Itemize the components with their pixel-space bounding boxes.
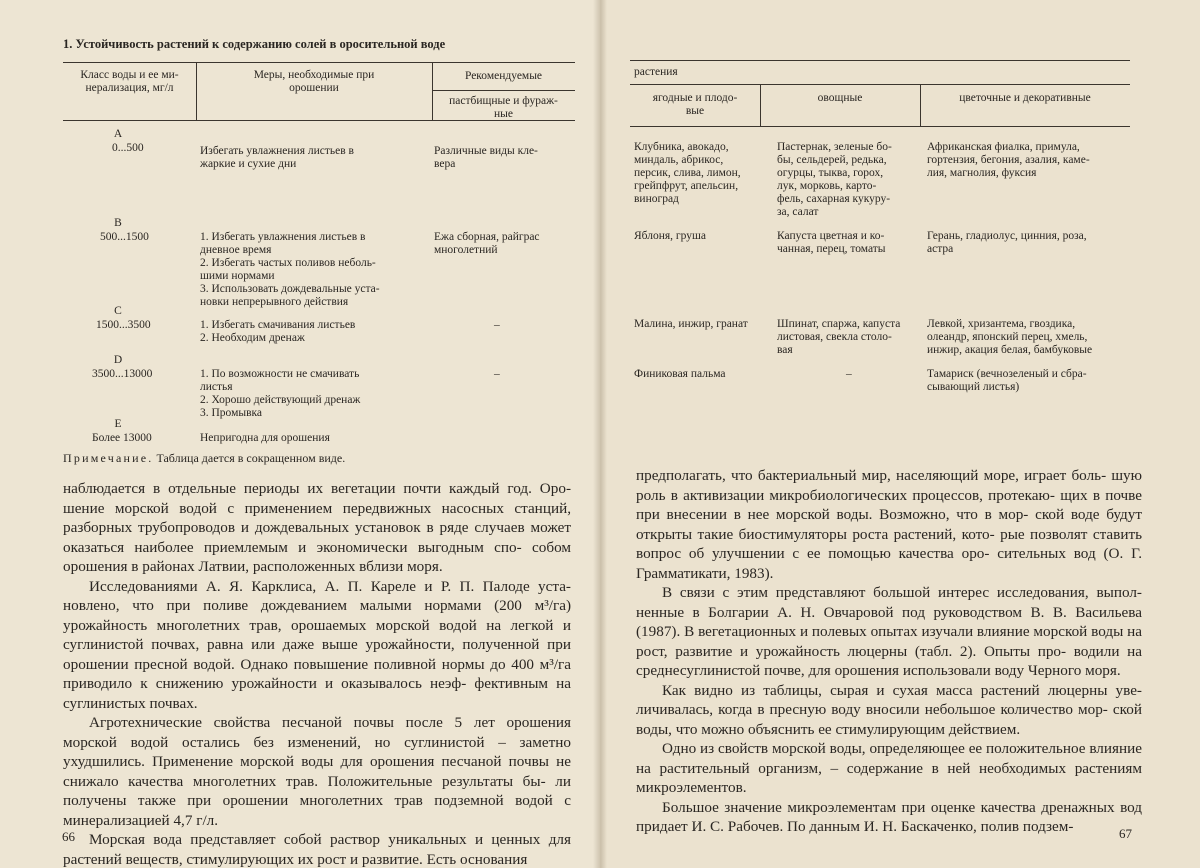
header-vegetable: овощные [817,92,863,104]
flower-row-2: Герань, гладиолус, цинния, роза, астра [927,230,1087,255]
page-number-right: 67 [1119,826,1132,841]
class-letter-c: C [114,305,122,317]
paragraph: Как видно из таблицы, сырая и сухая масса растений люцерны уве- личивалась, когда в пресную воду вносили небольшое количество мор- ской воды, что можно объяснить ее стимулирующим действием. [636,681,1142,738]
header-flower: цветочные и декоративные [959,92,1091,104]
header-recommended: Рекомендуемые [464,70,543,82]
berry-row-3: Малина, инжир, гранат [634,318,748,330]
table-note: Примечание. Таблица дается в сокращенном виде. [63,451,346,465]
measures-a: Избегать увлажнения листьев в жаркие и сухие дни [200,145,354,170]
class-letter-b: B [114,217,122,229]
vegetable-row-2: Капуста цветная и ко- чанная, перец, томаты [777,230,886,255]
berry-row-4: Финиковая пальма [634,368,726,380]
header-berry: ягодные и плодо- вые [652,92,738,117]
range-b: 500...1500 [100,231,149,243]
vegetable-row-3: Шпинат, спаржа, капуста листовая, свекла столо- вая [777,318,901,356]
book-gutter [593,0,607,868]
col-divider-2 [920,84,921,126]
paragraph: Большое значение микроэлементам при оценке качества дренажных вод придает И. С. Рабочев. По данным И. Н. Баскаченко, полив подзем- [636,798,1143,835]
pasture-b: Ежа сборная, райграс многолетний [434,231,540,256]
page-number-left: 66 [62,829,75,844]
paragraph: Агротехнические свойства песчаной почвы после 5 лет орошения морской водой остались без изменений, но суглинистой – заметно ухудшились. Применение морской воды для орошения песчаной почвы не снижало качества многолетних трав. Положительные результаты бы- ли получены также при орошении многолетних трав подземной водой с минерализацией 4,7 г/л. [63,714,572,829]
header-pasture: пастбищные и фураж- ные [449,95,558,120]
table-top-rule [63,62,575,63]
range-d: 3500...13000 [92,368,153,380]
class-letter-d: D [113,354,123,366]
col-divider-1 [760,84,761,126]
header-plants: растения [634,66,678,78]
table-header-rule [630,126,1130,127]
measures-e: Непригодна для орошения [200,432,330,444]
berry-row-2: Яблоня, груша [634,230,706,242]
flower-row-1: Африканская фиалка, примула, гортензия, бегония, азалия, каме- лия, магнолия, фуксия [927,141,1090,179]
vegetable-row-4: – [846,368,852,380]
header-class: Класс воды и ее ми- нерализация, мг/л [80,69,179,94]
range-a: 0...500 [112,142,144,154]
right-page [600,0,1200,868]
class-letter-a: A [113,128,123,140]
pasture-c: – [494,319,500,331]
measures-b: 1. Избегать увлажнения листьев в дневное время 2. Избегать частых поливов неболь- шими нормами 3. Использовать дождевальные уста- новки непрерывного действия [200,231,380,308]
pasture-d: – [494,368,500,380]
vegetable-row-1: Пастернак, зеленые бо- бы, сельдерей, редька, огурцы, тыква, горох, лук, морковь, карто- фель, сахарная кукуру- за, салат [777,141,892,218]
flower-row-4: Тамариск (вечнозеленый и сбра- сывающий листья) [927,368,1087,393]
paragraph: наблюдается в отдельные периоды их вегетации почти каждый год. Оро- шение морской водой с применением передвижных насосных станций, разборных трубопроводов и дождевальных установок в ряде случаев может оказаться наиболее приемлемым и экономически выгодным спо- собом орошения в районах Латвии, расположенных вблизи моря. [63,480,571,575]
recommended-subrule [432,90,575,91]
paragraph: Морская вода представляет собой раствор уникальных и ценных для растений веществ, стимулирующих их рост и развитие. Есть основания [63,831,571,868]
paragraph: Исследованиями А. Я. Карклиса, А. П. Кареле и Р. П. Палоде уста- новлено, что при поливе дождеванием малыми нормами (200 м³/га) урожайность многолетних трав, орошаемых морской водой на легкой и суглинистой почвах, равна или даже выше урожайности, полученной при орошении пресной водой. Однако повышение поливной нормы до 400 м³/га приводило к снижению урожайности и оказывалось неэф- фективным на суглинистых почвах. [63,577,572,712]
paragraph: В связи с этим представляют большой интерес исследования, выпол- ненные в Болгарии А. Н. Овчаровой под руководством В. В. Васильева (1987). В вегетационных и полевых опытах изучали влияние морской воды на рост, развитие и урожайность люцерны (табл. 2). Опыты про- водили на среднесуглинистой почве, для орошения использовали воду Черного моря. [636,584,1143,679]
paragraph: предполагать, что бактериальный мир, населяющий море, играет боль- шую роль в активизации микробиологических процессов, протекаю- щих в почве при внесении в нее морской воды. Возможно, что в мор- ской воде будут открыты такие биостимуляторы роста растений, кото- рые позволят ставить вопрос об улучшении с ее помощью качества оро- сительных вод (О. Г. Грамматикати, 1983). [636,467,1143,582]
berry-row-1: Клубника, авокадо, миндаль, абрикос, персик, слива, лимон, грейпфрут, апельсин, виноград [634,141,741,205]
pasture-a: Различные виды кле- вера [434,145,538,170]
table-top-rule [630,60,1130,61]
table-title: 1. Устойчивость растений к содержанию солей в оросительной воде [63,37,446,51]
paragraph: Одно из свойств морской воды, определяющее ее положительное влияние на растительный организм, – содержание в ней необходимых растениям микроэлементов. [636,740,1143,796]
left-body-text [63,479,571,868]
flower-row-3: Левкой, хризантема, гвоздика, олеандр, японский перец, хмель, инжир, акация белая, бамбуковые [927,318,1093,356]
header-measures: Меры, необходимые при орошении [253,69,375,94]
class-letter-e: E [114,418,122,430]
right-body-text [636,466,1142,837]
measures-c: 1. Избегать смачивания листьев 2. Необходим дренаж [200,319,356,344]
plants-subrule [630,84,1130,85]
measures-d: 1. По возможности не смачивать листья 2. Хорошо действующий дренаж 3. Промывка [200,368,361,419]
range-c: 1500...3500 [96,319,151,331]
range-e: Более 13000 [92,432,152,444]
